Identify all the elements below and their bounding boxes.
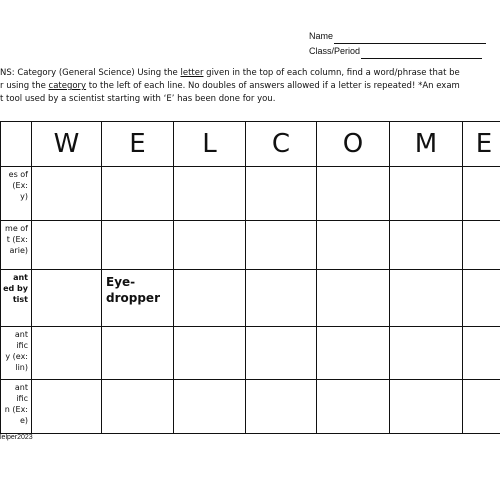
- category-cell: [1, 221, 32, 270]
- category-row: [1, 270, 500, 327]
- answer-cell[interactable]: [463, 380, 500, 434]
- name-blank[interactable]: [334, 33, 486, 44]
- letter-cell: [246, 122, 317, 167]
- category-label: ant ed by tist: [3, 273, 28, 304]
- answer-cell[interactable]: [174, 270, 246, 327]
- class-period-row: [309, 44, 486, 59]
- answer-cell[interactable]: [317, 327, 390, 380]
- category-emphasis: category: [48, 81, 87, 91]
- name-row: [309, 29, 486, 44]
- answer-cell[interactable]: [463, 327, 500, 380]
- answer-cell[interactable]: [317, 167, 390, 221]
- letter-emphasis: letter: [180, 68, 204, 78]
- column-letter: M: [414, 129, 438, 159]
- answer-cell[interactable]: [102, 221, 174, 270]
- answer-cell[interactable]: [246, 221, 317, 270]
- category-cell: [1, 327, 32, 380]
- column-letter: E: [129, 129, 146, 159]
- answer-cell[interactable]: [390, 327, 463, 380]
- instructions: [0, 67, 500, 106]
- answer-cell[interactable]: [390, 167, 463, 221]
- answer-cell[interactable]: [463, 270, 500, 327]
- letter-cell: [463, 122, 500, 167]
- answer-cell[interactable]: [246, 270, 317, 327]
- category-label: me of t (Ex: arie): [5, 224, 28, 255]
- answer-cell[interactable]: [174, 380, 246, 434]
- corner-cell: [1, 122, 32, 167]
- category-cell: [1, 167, 32, 221]
- answer-cell[interactable]: [317, 380, 390, 434]
- name-label: Name: [309, 31, 334, 41]
- letter-cell: [390, 122, 463, 167]
- answer-cell[interactable]: [463, 167, 500, 221]
- answer-cell[interactable]: [390, 221, 463, 270]
- category-row: [1, 380, 500, 434]
- answer-cell[interactable]: [246, 327, 317, 380]
- example-answer: Eye- dropper: [106, 275, 160, 305]
- answer-cell[interactable]: [32, 327, 102, 380]
- answer-cell[interactable]: [102, 167, 174, 221]
- category-label: ant ific y (ex: lin): [5, 330, 28, 372]
- instructions-line-1: NS: Category (General Science) Using the letter given in the top of each column, find a word/phrase that be: [0, 68, 460, 78]
- answer-cell[interactable]: [174, 167, 246, 221]
- answer-cell[interactable]: [102, 327, 174, 380]
- answer-cell[interactable]: [390, 270, 463, 327]
- letter-header-row: [1, 122, 500, 167]
- column-letter: E: [475, 129, 493, 159]
- answer-cell[interactable]: [317, 270, 390, 327]
- answer-cell[interactable]: [32, 221, 102, 270]
- category-label: es of (Ex: y): [8, 170, 28, 201]
- category-row: [1, 327, 500, 380]
- column-letter: L: [202, 129, 217, 159]
- answer-cell[interactable]: [174, 327, 246, 380]
- letter-cell: [32, 122, 102, 167]
- class-period-blank[interactable]: [361, 48, 482, 59]
- category-cell: [1, 380, 32, 434]
- instructions-line-3: t tool used by a scientist starting with ‘E’ has been done for you.: [0, 94, 276, 104]
- answer-cell[interactable]: [390, 380, 463, 434]
- category-row: [1, 167, 500, 221]
- answer-cell[interactable]: [463, 221, 500, 270]
- letter-cell: [317, 122, 390, 167]
- answer-cell[interactable]: [32, 167, 102, 221]
- answer-cell[interactable]: [246, 380, 317, 434]
- student-info: [309, 29, 486, 59]
- column-letter: W: [53, 129, 80, 159]
- answer-cell[interactable]: [102, 270, 174, 327]
- column-letter: O: [342, 129, 364, 159]
- category-row: [1, 221, 500, 270]
- answer-cell[interactable]: [32, 380, 102, 434]
- letter-cell: [102, 122, 174, 167]
- copyright-footer: lelper2023: [0, 434, 33, 441]
- column-letter: C: [271, 129, 291, 159]
- category-cell: [1, 270, 32, 327]
- answer-cell[interactable]: [174, 221, 246, 270]
- answer-cell[interactable]: [32, 270, 102, 327]
- category-label: ant ific n (Ex: e): [4, 383, 28, 425]
- answer-cell[interactable]: [246, 167, 317, 221]
- welcome-grid: [0, 121, 500, 434]
- answer-cell[interactable]: [317, 221, 390, 270]
- instructions-line-2: r using the category to the left of each line. No doubles of answers allowed if a letter is repeated! *An exam: [0, 81, 460, 91]
- answer-cell[interactable]: [102, 380, 174, 434]
- class-period-label: Class/Period: [309, 46, 361, 56]
- letter-cell: [174, 122, 246, 167]
